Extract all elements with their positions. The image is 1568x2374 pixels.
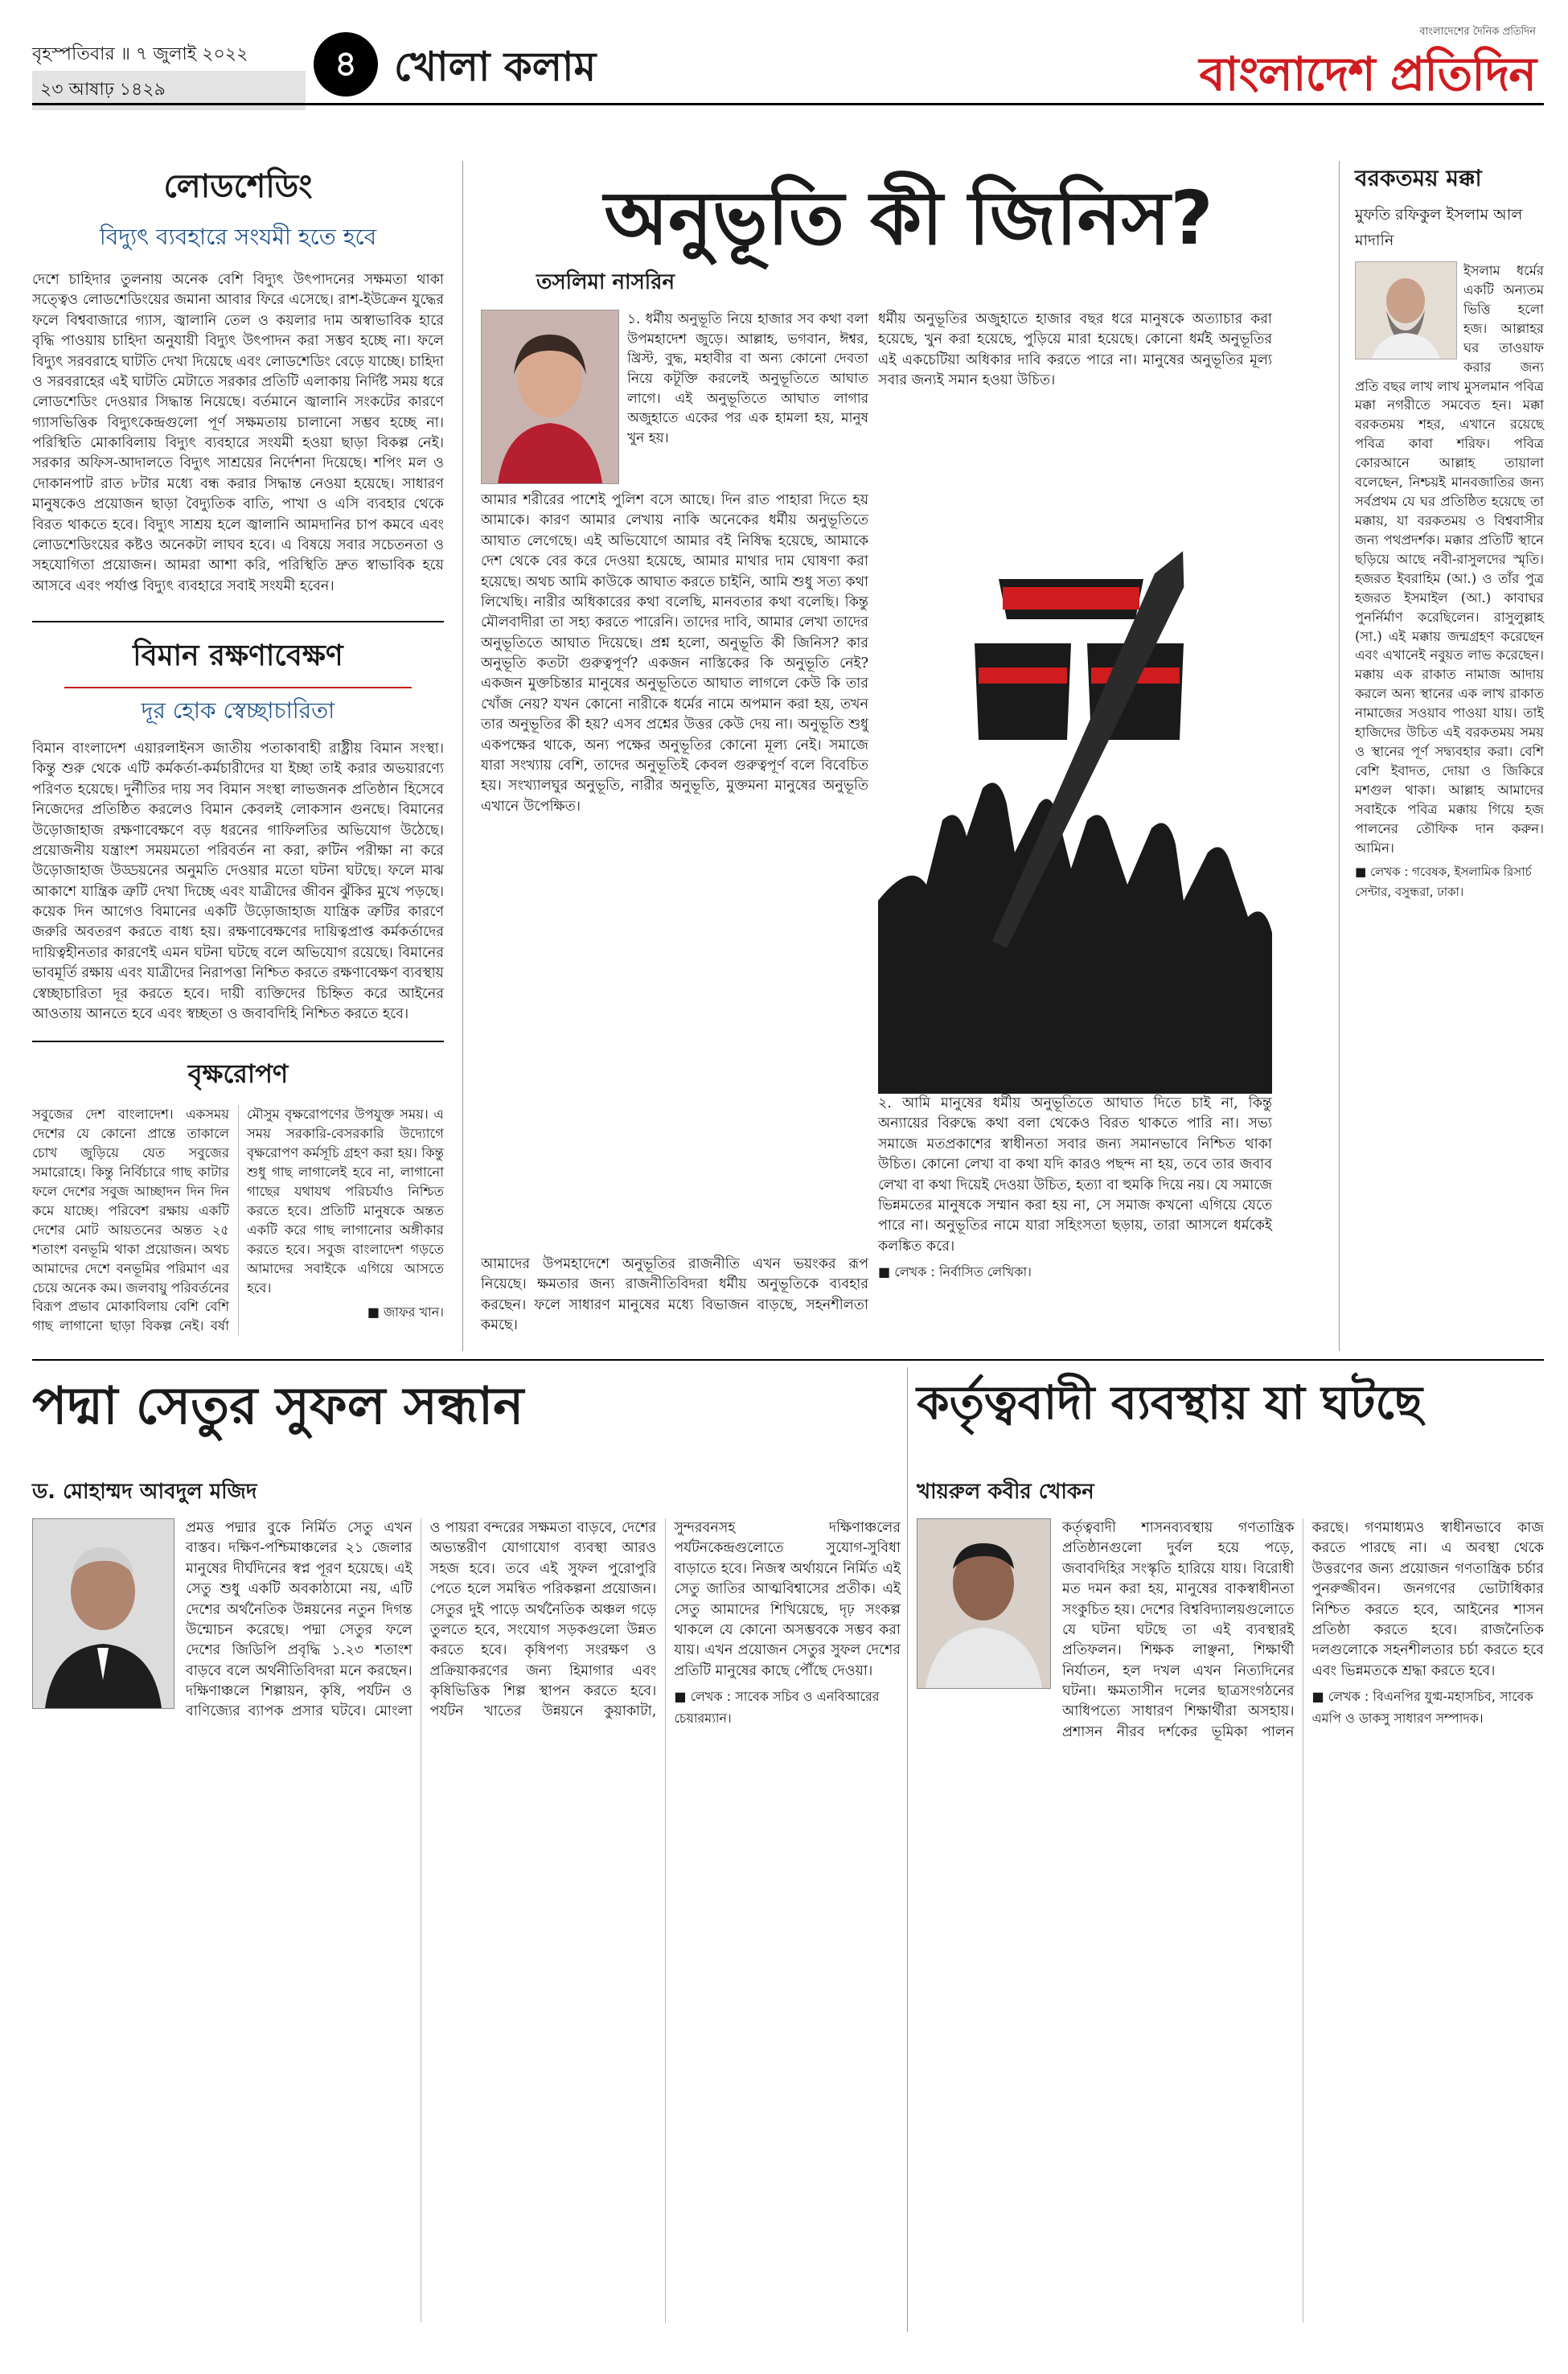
feature-column-2-bottom-text: ২. আমি মানুষের ধর্মীয় অনুভূতিতে আঘাত দিতে চাই না, কিন্তু অন্যায়ের বিরুদ্ধে কথা বলা থেকেও বিরত থাকতে পারি না। সভ্য সমাজে মতপ্রকাশের স্বাধীনতা সবার জন্য সমানভাবে নিশ্চিত থাকা উচিত। কোনো লেখা বা কথা যদি কারও পছন্দ না হয়, তবে তার জবাব লেখা বা কথা দিয়েই দেওয়া উচিত, হত্যা বা হুমকি দিয়ে নয়। যে সমাজে ভিন্নমতের মানুষকে সম্মান করা হয় না, সে সমাজ কখনো এগিয়ে যেতে পারে না। অনুভূতির নামে যারা সহিংসতা ছড়ায়, তারা আসলে ধর্মকেই কলঙ্কিত করে।	[878, 1095, 1272, 1255]
article-padma-columns	[186, 1518, 901, 2323]
header-tagline: বাংলাদেশের দৈনিক প্রতিদিন	[1419, 26, 1536, 38]
feature-title: অনুভূতি কী জিনিস?	[604, 175, 1213, 261]
article-authoritarian	[917, 1367, 1544, 1740]
article-padma-body: প্রমত্ত পদ্মার বুকে নির্মিত সেতু এখন বাস্তব। দক্ষিণ-পশ্চিমাঞ্চলের ২১ জেলার মানুষের দীর্ঘদিনের স্বপ্ন পূরণ হয়েছে। এই সেতু শুধু একটি অবকাঠামো নয়, এটি দেশের অর্থনৈতিক উন্নয়নের নতুন দিগন্ত উন্মোচন করেছে। পদ্মা সেতুর ফলে দেশের জিডিপি প্রবৃদ্ধি ১.২৩ শতাংশ বাড়বে বলে অর্থনীতিবিদরা মনে করছেন। দক্ষিণাঞ্চলে শিল্পায়ন, কৃষি, পর্যটন ও বাণিজ্যের ব্যাপক প্রসার ঘটবে। মোংলা ও পায়রা বন্দরের সক্ষমতা বাড়বে, দেশের অভ্যন্তরীণ যোগাযোগ ব্যবস্থা আরও সহজ হবে। তবে এই সুফল পুরোপুরি পেতে হলে সমন্বিত পরিকল্পনা প্রয়োজন। সেতুর দুই পাড়ে অর্থনৈতিক অঞ্চল গড়ে তুলতে হবে, সংযোগ সড়কগুলো উন্নত করতে হবে। কৃষিপণ্য সংরক্ষণ ও প্রক্রিয়াকরণের জন্য হিমাগার এবং কৃষিভিত্তিক শিল্প স্থাপন করতে হবে। পর্যটন খাতের উন্নয়নে কুয়াকাটা, সুন্দরবনসহ দক্ষিণাঞ্চলের পর্যটনকেন্দ্রগুলোতে সুযোগ-সুবিধা বাড়াতে হবে। নিজস্ব অর্থায়নে নির্মিত এই সেতু জাতির আত্মবিশ্বাসের প্রতীক। এই সেতু আমাদের শিখিয়েছে, দৃঢ় সংকল্প থাকলে যে কোনো অসম্ভবকে সম্ভব করা যায়। এখন প্রয়োজন সেতুর সুফল দেশের প্রতিটি মানুষের কাছে পৌঁছে দেওয়া।	[186, 1520, 901, 1720]
side-article-credit: ■ লেখক : গবেষক, ইসলামিক রিসার্চ সেন্টার, বসুন্ধরা, ঢাকা।	[1355, 864, 1532, 899]
feature-author: তসলিমা নাসরিন	[536, 270, 675, 294]
feature-illustration	[878, 483, 1272, 1094]
editorial-credit-tree: ■ জাফর খান।	[367, 1304, 444, 1320]
author-photo	[481, 310, 619, 484]
page-header	[32, 24, 1544, 145]
newspaper-logo: বাংলাদেশ প্রতিদিন	[1199, 47, 1536, 101]
editorial-column	[32, 161, 444, 1336]
article-authoritarian-columns	[1062, 1518, 1544, 2323]
feature-column-1	[481, 491, 868, 817]
editorial-tree-columns	[32, 1105, 444, 1336]
editorial-title-tree: বৃক্ষরোপণ	[187, 1058, 289, 1090]
article-padma-author: ড. মোহাম্মদ আবদুল মজিদ	[32, 1480, 257, 1504]
column-divider	[1339, 161, 1340, 1351]
feature-credit: ■ লেখক : নির্বাসিত লেখিকা।	[878, 1264, 1032, 1279]
editorial-body-loadshedding: দেশে চাহিদার তুলনায় অনেক বেশি বিদ্যুৎ উৎপাদনের সক্ষমতা থাকা সত্ত্বেও লোডশেডিংয়ের জমানা আবার ফিরে এসেছে। রাশ-ইউক্রেন যুদ্ধের ফলে বিশ্ববাজারে গ্যাস, জ্বালানি তেল ও কয়লার দাম অস্বাভাবিক হারে বৃদ্ধি পাওয়ায় চাহিদা অনুযায়ী বিদ্যুৎ উৎপাদন করা সম্ভব হচ্ছে না। ফলে বিদ্যুৎ সরবরাহে ঘাটতি দেখা দিয়েছে এবং লোডশেডিং বেড়ে যাচ্ছে। চাহিদা ও সরবরাহের এই ঘাটতি মেটাতে সরকার প্রতিটি এলাকায় নির্দিষ্ট সময় ধরে লোডশেডিং দেওয়ার সিদ্ধান্ত নিয়েছে। বর্তমানে জ্বালানি সংকটের কারণে গ্যাসভিত্তিক বিদ্যুৎকেন্দ্রগুলো পূর্ণ সক্ষমতায় চালানো সম্ভব হচ্ছে না। পরিস্থিতি মোকাবিলায় বিদ্যুৎ ব্যবহারে সংযমী হওয়া ছাড়া বিকল্প নেই। সরকার অফিস-আদালতে বিদ্যুৎ সাশ্রয়ের নির্দেশনা দিয়েছে। শপিং মল ও দোকানপাট রাত ৮টার মধ্যে বন্ধ করার সিদ্ধান্ত নেওয়া হয়েছে। সাধারণ মানুষকেও প্রয়োজন ছাড়া বৈদ্যুতিক বাতি, পাখা ও এসি ব্যবহার থেকে বিরত থাকতে হবে। বিদ্যুৎ সাশ্রয় হলে জ্বালানি আমদানির চাপ কমবে এবং লোডশেডিংয়ের কষ্টও অনেকটা লাঘব হবে। এ বিষয়ে সবার সচেতনতা ও সহযোগিতা প্রয়োজন। আমরা আশা করি, পরিস্থিতি দ্রুত স্বাভাবিক হয়ে আসবে এবং পর্যাপ্ত বিদ্যুৎ ব্যবহারে সবাই সংযমী হবেন।	[32, 272, 444, 594]
feature-column-2-top	[878, 310, 1272, 392]
side-article-title: বরকতময় মক্কা	[1355, 165, 1482, 191]
editorial-biman	[32, 621, 444, 1025]
header-rule	[32, 103, 1544, 105]
editorial-subtitle-biman: দূর হোক স্বেচ্ছাচারিতা	[141, 697, 335, 724]
feature-column-1-bottom	[481, 1255, 868, 1337]
feature-intro	[627, 310, 868, 448]
feature-column-2-bottom	[878, 1094, 1272, 1284]
editorial-body-biman: বিমান বাংলাদেশ এয়ারলাইনস জাতীয় পতাকাবাহী রাষ্ট্রীয় বিমান সংস্থা। কিন্তু শুরু থেকে এটি কর্মকর্তা-কর্মচারীদের যা ইচ্ছা তাই করার অভয়ারণ্যে পরিণত হয়েছে। দুর্নীতির দায় সব বিমান সংস্থা লাভজনক প্রতিষ্ঠান হিসেবে নিজেদের প্রতিষ্ঠিত করলেও বিমান কেবলই লোকসান গুনছে। বিমানের উড়োজাহাজ রক্ষণাবেক্ষণে বড় ধরনের গাফিলতির অভিযোগ উঠেছে। প্রয়োজনীয় যন্ত্রাংশ সময়মতো পরিবর্তন না করা, রুটিন পরীক্ষা না করে উড়োজাহাজ উড্ডয়নের অনুমতি দেওয়ার মতো ঘটনা ঘটছে। ফলে মাঝ আকাশে যান্ত্রিক ত্রুটি দেখা দিচ্ছে এবং যাত্রীদের জীবন ঝুঁকির মুখে পড়ছে। কয়েক দিন আগেও বিমানের একটি উড়োজাহাজ যান্ত্রিক ত্রুটির কারণে জরুরি অবতরণ করতে বাধ্য হয়। রক্ষণাবেক্ষণের দায়িত্বপ্রাপ্ত কর্মকর্তাদের দায়িত্বহীনতার কারণেই এমন ঘটনা ঘটছে বলে অভিযোগ রয়েছে। বিমানের ভাবমূর্তি রক্ষায় এবং যাত্রীদের নিরাপত্তা নিশ্চিত করতে রক্ষণাবেক্ষণ ব্যবস্থায় স্বেচ্ছাচারিতা দূর করতে হবে। দায়ী ব্যক্তিদের চিহ্নিত করে আইনের আওতায় আনতে হবে এবং স্বচ্ছতা ও জবাবদিহি নিশ্চিত করতে হবে।	[32, 741, 444, 1022]
feature-intro-text: ১. ধর্মীয় অনুভূতি নিয়ে হাজার সব কথা বলা উপমহাদেশ জুড়ে। আল্লাহ, ভগবান, ঈশ্বর, খ্রিস্ট, বুদ্ধ, মহাবীর বা অন্য কোনো দেবতা নিয়ে কটূক্তি করলেই অনুভূতিতে আঘাত লাগে। এই অনুভূতিতে আঘাত লাগার অজুহাতে একের পর এক হামলা হয়, মানুষ খুন হয়।	[627, 311, 868, 446]
side-article-author: মুফতি রফিকুল ইসলাম আল মাদানি	[1355, 206, 1523, 249]
header-date-english: বৃহস্পতিবার ॥ ৭ জুলাই ২০২২	[32, 44, 248, 64]
article-padma-body-wrap	[32, 1464, 901, 2323]
feature-column-1-bottom-text: আমাদের উপমহাদেশে অনুভূতির রাজনীতি এখন ভয়ংকর রূপ নিয়েছে। ক্ষমতার জন্য রাজনীতিবিদরা ধর্মীয় অনুভূতিকে ব্যবহার করছেন। ফলে সাধারণ মানুষের মধ্যে বিভাজন বাড়ছে, সহনশীলতা কমছে।	[481, 1256, 868, 1334]
column-divider	[462, 161, 463, 1351]
side-author-photo	[1355, 261, 1457, 359]
page-number: ৪	[314, 32, 378, 97]
divider	[64, 687, 412, 688]
article-authoritarian-credit: ■ লেখক : বিএনপির যুগ্ম-মহাসচিব, সাবেক এমপি ও ডাকসু সাধারণ সম্পাদক।	[1311, 1689, 1533, 1726]
article-padma-author-photo	[32, 1518, 174, 1709]
header-date-bangla: ২৩ আষাঢ় ১৪২৯	[32, 71, 306, 110]
editorial-title-biman: বিমান রক্ষণাবেক্ষণ	[133, 639, 343, 672]
article-authoritarian-author-photo	[917, 1518, 1051, 1689]
editorial-body-tree: সবুজের দেশ বাংলাদেশ। একসময় দেশের যে কোনো প্রান্তে তাকালে চোখ জুড়িয়ে যেত সবুজের সমারোহে। কিন্তু নির্বিচারে গাছ কাটার ফলে দেশের সবুজ আচ্ছাদন দিন দিন কমে যাচ্ছে। পরিবেশ রক্ষায় একটি দেশের মোট আয়তনের অন্তত ২৫ শতাংশ বনভূমি থাকা প্রয়োজন। অথচ আমাদের দেশে বনভূমির পরিমাণ এর চেয়ে অনেক কম। জলবায়ু পরিবর্তনের বিরূপ প্রভাব মোকাবিলায় বেশি বেশি গাছ লাগানো ছাড়া বিকল্প নেই। বর্ষা মৌসুম বৃক্ষরোপণের উপযুক্ত সময়। এ সময় সরকারি-বেসরকারি উদ্যোগে বৃক্ষরোপণ কর্মসূচি গ্রহণ করা হয়। কিন্তু শুধু গাছ লাগালেই হবে না, লাগানো গাছের যথাযথ পরিচর্যাও নিশ্চিত করতে হবে। প্রতিটি মানুষকে অন্তত একটি করে গাছ লাগানোর অঙ্গীকার করতে হবে। সবুজ বাংলাদেশ গড়তে আমাদের সবাইকে এগিয়ে আসতে হবে।	[32, 1107, 444, 1334]
article-authoritarian-body: কর্তৃত্ববাদী শাসনব্যবস্থায় গণতান্ত্রিক প্রতিষ্ঠানগুলো দুর্বল হয়ে পড়ে, জবাবদিহির সংস্কৃতি হারিয়ে যায়। বিরোধী মত দমন করা হয়, মানুষের বাকস্বাধীনতা সংকুচিত হয়। দেশের বিশ্ববিদ্যালয়গুলোতে যে ঘটনা ঘটছে তা এই ব্যবস্থারই প্রতিফলন। শিক্ষক লাঞ্ছনা, শিক্ষার্থী নির্যাতন, হল দখল এখন নিত্যদিনের ঘটনা। ক্ষমতাসীন দলের ছাত্রসংগঠনের আধিপত্যে সাধারণ শিক্ষার্থীরা অসহায়। প্রশাসন নীরব দর্শকের ভূমিকা পালন করছে। গণমাধ্যমও স্বাধীনভাবে কাজ করতে পারছে না। এ অবস্থা থেকে উত্তরণের জন্য প্রয়োজন গণতান্ত্রিক চর্চার পুনরুজ্জীবন। জনগণের ভোটাধিকার নিশ্চিত করতে হবে, আইনের শাসন প্রতিষ্ঠা করতে হবে। রাজনৈতিক দলগুলোকে সহনশীলতার চর্চা করতে হবে এবং ভিন্নমতকে শ্রদ্ধা করতে হবে।	[1062, 1520, 1544, 1740]
article-authoritarian-body-wrap	[917, 1464, 1544, 2323]
editorial-title-loadshedding: লোডশেডিং	[163, 168, 313, 205]
side-article	[1355, 161, 1544, 903]
section-title: খোলা কলাম	[394, 43, 597, 90]
feature-column-2-top-text: ধর্মীয় অনুভূতির অজুহাতে হাজার বছর ধরে মানুষকে অত্যাচার করা হয়েছে, খুন করা হয়েছে, পুড়িয়ে মারা হয়েছে। কোনো ধর্মই অনুভূতির এই একচেটিয়া অধিকার দাবি করতে পারে না। মানুষের অনুভূতির মূল্য সবার জন্যই সমান হওয়া উচিত।	[878, 311, 1272, 389]
editorial-subtitle-loadshedding: বিদ্যুৎ ব্যবহারে সংযমী হতে হবে	[99, 224, 377, 250]
article-padma-bridge	[32, 1367, 901, 1726]
column-divider	[907, 1367, 908, 2332]
side-article-body: ইসলাম ধর্মের একটি অন্যতম ভিত্তি হলো হজ। আল্লাহর ঘর তাওয়াফ করার জন্য প্রতি বছর লাখ লাখ মুসলমান পবিত্র মক্কা নগরীতে সমবেত হন। মক্কা বরকতময় শহর, এখানে রয়েছে পবিত্র কাবা শরিফ। পবিত্র কোরআনে আল্লাহ তায়ালা বলেছেন, নিশ্চয়ই মানবজাতির জন্য সর্বপ্রথম যে ঘর প্রতিষ্ঠিত হয়েছে তা মক্কায়, যা বরকতময় ও বিশ্ববাসীর জন্য পথপ্রদর্শক। মক্কার প্রতিটি স্থানে ছড়িয়ে আছে নবী-রাসুলদের স্মৃতি। হজরত ইবরাহিম (আ.) ও তাঁর পুত্র হজরত ইসমাইল (আ.) কাবাঘর পুনর্নির্মাণ করেছিলেন। রাসুলুল্লাহ (সা.) এই মক্কায় জন্মগ্রহণ করেছেন এবং এখানেই নবুয়ত লাভ করেছেন। মক্কায় এক রাকাত নামাজ আদায় করলে অন্য স্থানের এক লাখ রাকাত নামাজের সওয়াব পাওয়া যায়। তাই হাজিদের উচিত এই বরকতময় সময় ও স্থানের পূর্ণ সদ্ব্যবহার করা। বেশি বেশি ইবাদত, দোয়া ও জিকিরে মশগুল থাকা। আল্লাহ আমাদের সবাইকে পবিত্র মক্কায় গিয়ে হজ পালনের তৌফিক দান করুন। আমিন।	[1355, 263, 1544, 856]
article-authoritarian-title: কর্তৃত্ববাদী ব্যবস্থায় যা ঘটছে	[917, 1375, 1422, 1430]
article-authoritarian-author: খায়রুল কবীর খোকন	[917, 1480, 1094, 1504]
editorial-tree	[32, 1041, 444, 1336]
article-padma-title: পদ্মা সেতুর সুফল সন্ধান	[32, 1377, 524, 1436]
section-divider	[32, 1359, 1544, 1361]
article-padma-credit: ■ লেখক : সাবেক সচিব ও এনবিআরের চেয়ারম্যান।	[674, 1689, 880, 1726]
feature-column-1-text: আমার শরীরের পাশেই পুলিশ বসে আছে। দিন রাত পাহারা দিতে হয় আমাকে। কারণ আমার লেখায় নাকি অনেকের ধর্মীয় অনুভূতিতে আঘাত লেগেছে। এই অভিযোগে আমার বই নিষিদ্ধ হয়েছে, আমাকে দেশ থেকে বের করে দেওয়া হয়েছে, আমার মাথার দাম ঘোষণা করা হয়েছে। অথচ আমি কাউকে আঘাত করতে চাইনি, আমি শুধু সত্য কথা লিখেছি। নারীর অধিকারের কথা বলেছি, মানবতার কথা বলেছি। কিন্তু মৌলবাদীরা তা সহ্য করতে পারেনি। তাদের দাবি, আমার লেখা তাদের অনুভূতিতে আঘাত দিয়েছে। প্রশ্ন হলো, অনুভূতি কী জিনিস? কার অনুভূতি কতটা গুরুত্বপূর্ণ? একজন নাস্তিকের কি অনুভূতি নেই? একজন মুক্তচিন্তার মানুষের অনুভূতিতে আঘাত লাগলে কেউ কি তার খোঁজ নেয়? যখন কোনো নারীকে ধর্মের নামে অপমান করা হয়, তখন তার অনুভূতির কী হয়? এসব প্রশ্নের উত্তর কেউ দেয় না। অনুভূতি শুধু একপক্ষের থাকে, অন্য পক্ষের অনুভূতির কোনো মূল্য নেই। সমাজে যারা সংখ্যায় বেশি, তাদের অনুভূতিই কেবল গুরুত্বপূর্ণ বলে বিবেচিত হয়। সংখ্যালঘুর অনুভূতি, নারীর অনুভূতি, মুক্তমনা মানুষের অনুভূতি এখানে উপেক্ষিত।	[481, 492, 868, 815]
